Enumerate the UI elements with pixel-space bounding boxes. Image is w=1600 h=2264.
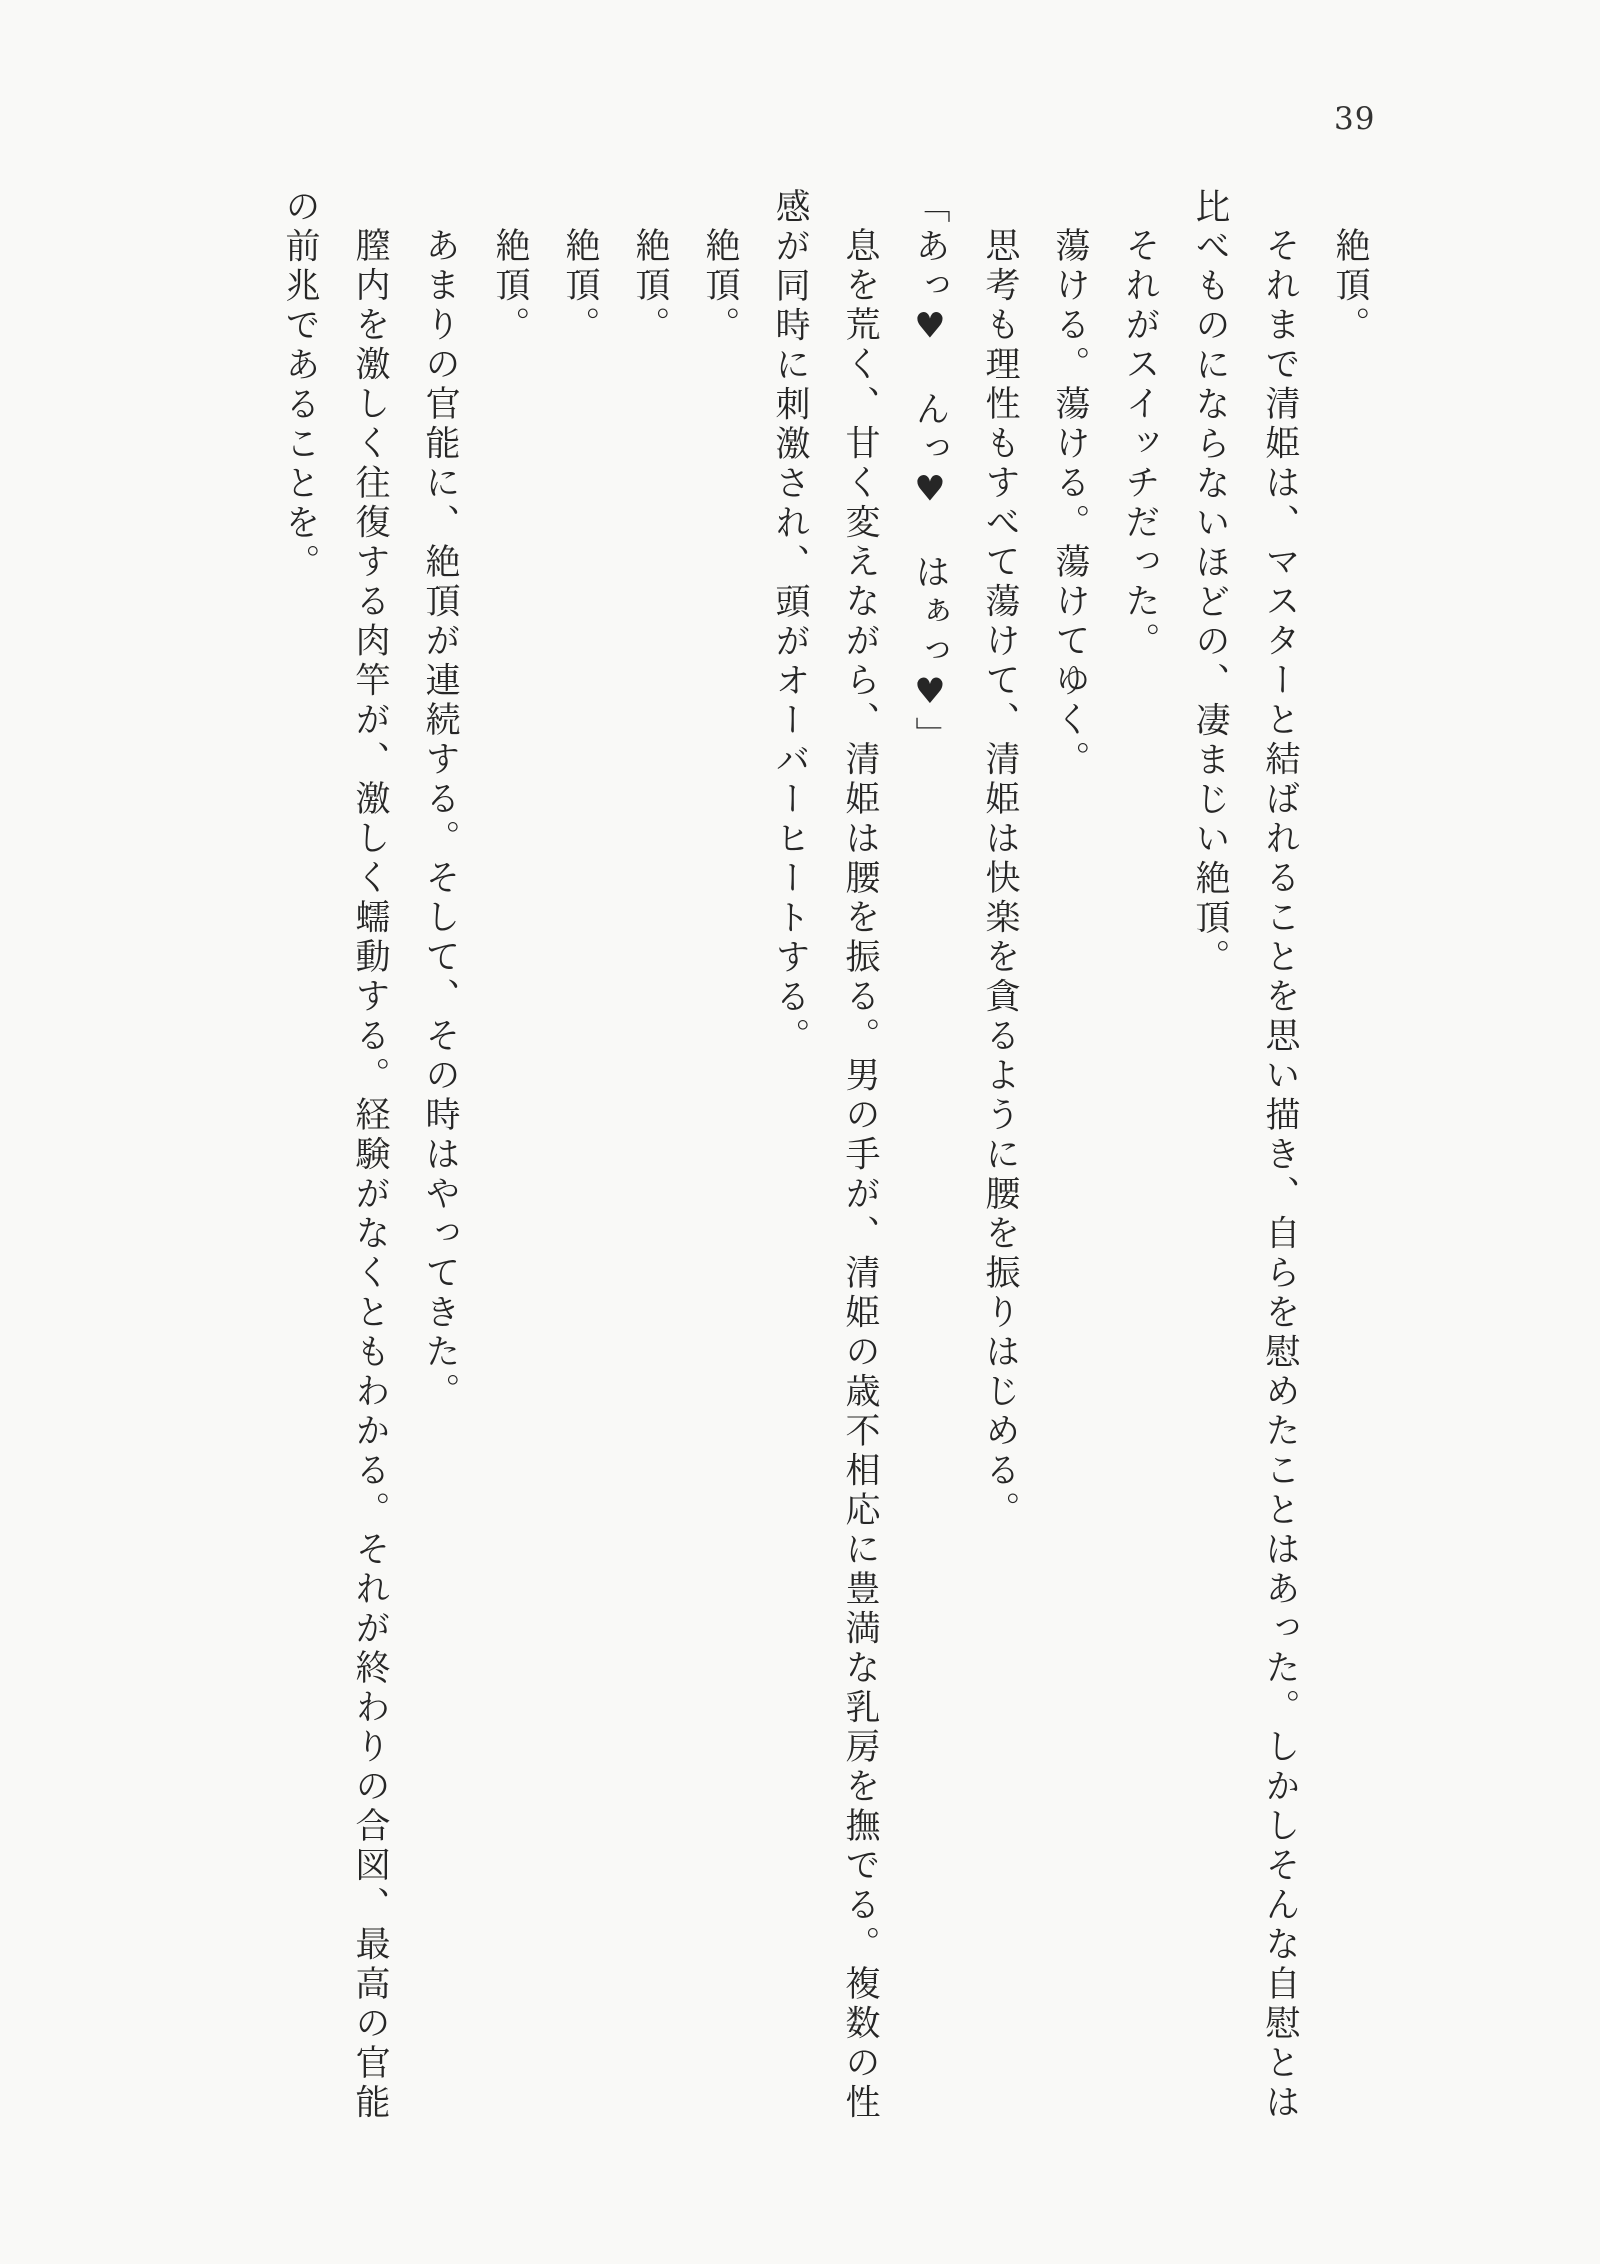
vertical-text-block <box>265 188 1385 2163</box>
text-line: それがスイッチだった。 <box>1120 227 1160 662</box>
text-line: 膣内を激しく往復する肉竿が、激しく蠕動する。経験がなくともわかる。それが終わりの合図、最高の官能 <box>350 227 390 2123</box>
text-line: 息を荒く、甘く変えながら、清姫は腰を振る。男の手が、清姫の歳不相応に豊満な乳房を撫でる。複数の性 <box>840 227 880 2123</box>
text-line: 絶頂。 <box>700 227 740 346</box>
text-line: 絶頂。 <box>630 227 670 346</box>
text-line: 比べものにならないほどの、凄まじい絶頂。 <box>1190 188 1230 978</box>
dialogue-line: 「あっ♥ んっ♥ はぁっ♥」 <box>910 188 950 756</box>
text-line: あまりの官能に、絶頂が連続する。そして、その時はやってきた。 <box>420 227 460 1412</box>
text-line: 絶頂。 <box>560 227 600 346</box>
text-line: それまで清姫は、マスターと結ばれることを思い描き、自らを慰めたことはあった。しかしそんな自慰とは <box>1260 227 1300 2123</box>
text-line: 感が同時に刺激され、頭がオーバーヒートする。 <box>770 188 810 1057</box>
text-line: 蕩ける。蕩ける。蕩けてゆく。 <box>1050 227 1090 780</box>
text-line: 絶頂。 <box>1330 227 1370 346</box>
text-line: 絶頂。 <box>490 227 530 346</box>
text-line: の前兆であることを。 <box>280 188 320 583</box>
page-number: 39 <box>1334 101 1376 137</box>
text-line: 思考も理性もすべて蕩けて、清姫は快楽を貪るように腰を振りはじめる。 <box>980 227 1020 1531</box>
